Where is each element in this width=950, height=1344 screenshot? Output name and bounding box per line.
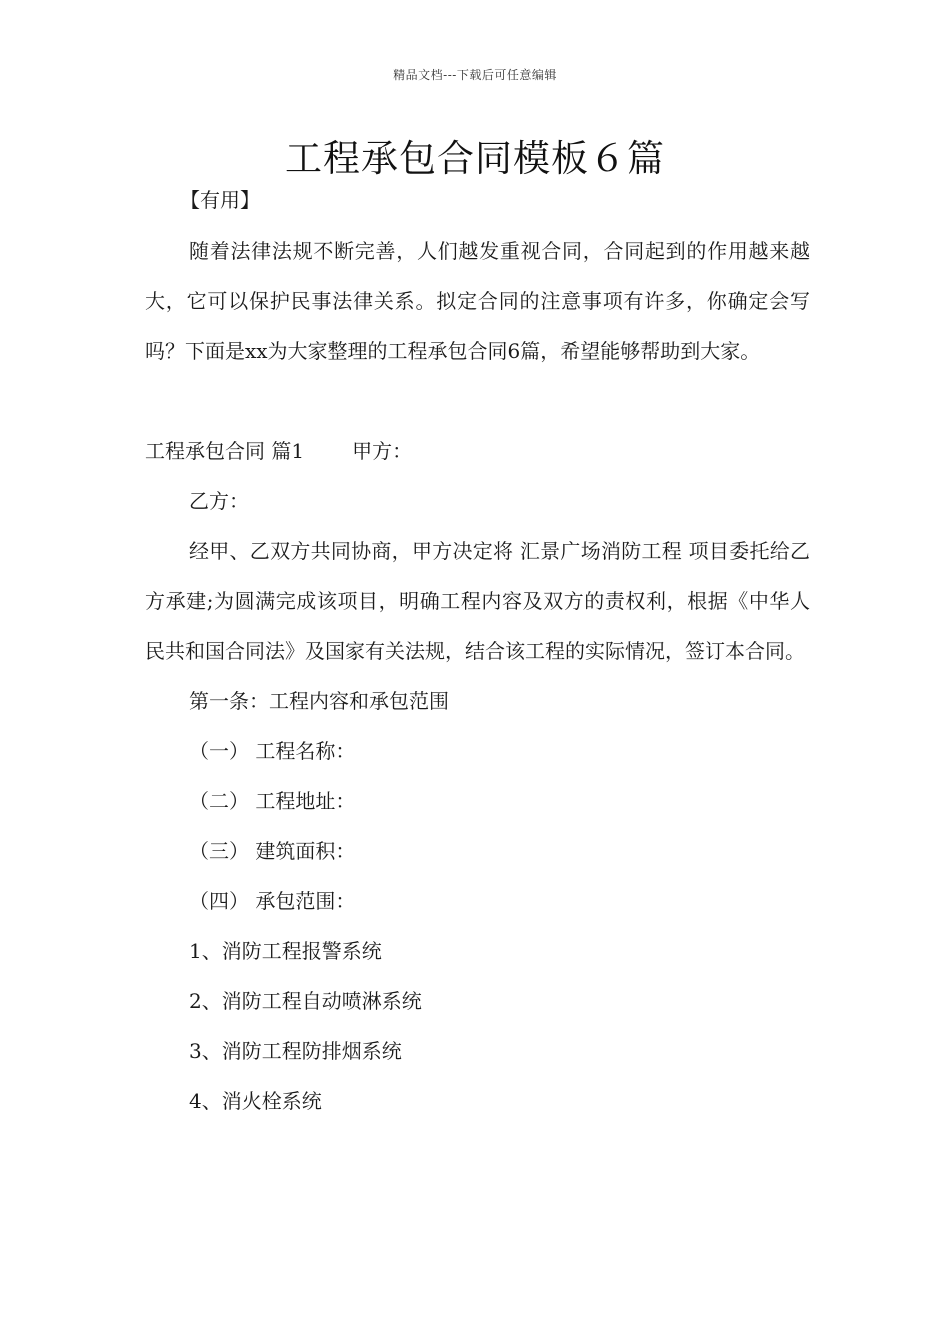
page-header-watermark: 精品文档---下载后可任意编辑	[393, 68, 557, 82]
section-heading: 工程承包合同 篇1	[145, 439, 305, 463]
intro-paragraph: 随着法律法规不断完善，人们越发重视合同，合同起到的作用越来越大，它可以保护民事法律关系。拟定合同的注意事项有许多，你确定会写吗？下面是xx为大家整理的工程承包合同6篇，希望能够帮助到大家。	[145, 239, 810, 363]
list-item: （二） 工程地址：	[189, 789, 356, 813]
scope-item: 2、消防工程自动喷淋系统	[189, 989, 422, 1013]
scope-item: 1、消防工程报警系统	[189, 939, 382, 963]
paragraph-spacer	[145, 376, 810, 426]
list-item: （四） 承包范围：	[189, 889, 356, 913]
list-item: （三） 建筑面积：	[189, 839, 356, 863]
party-b-label: 乙方：	[189, 489, 249, 513]
scope-item: 4、消火栓系统	[189, 1089, 322, 1113]
section-heading-line	[145, 426, 810, 476]
party-a-label: 甲方：	[352, 439, 413, 463]
list-item: （一） 工程名称：	[189, 739, 356, 763]
document-title: 工程承包合同模板６篇	[285, 137, 665, 180]
article-heading: 第一条：工程内容和承包范围	[189, 689, 449, 713]
agreement-paragraph: 经甲、乙双方共同协商，甲方决定将 汇景广场消防工程 项目委托给乙方承建;为圆满完成该项目，明确工程内容及双方的责权利，根据《中华人民共和国合同法》及国家有关法规，结合该工程的实际情况，签订本合同。	[145, 539, 810, 663]
document-tag: 【有用】	[180, 188, 260, 212]
document-body	[145, 226, 810, 1126]
scope-item: 3、消防工程防排烟系统	[189, 1039, 402, 1063]
